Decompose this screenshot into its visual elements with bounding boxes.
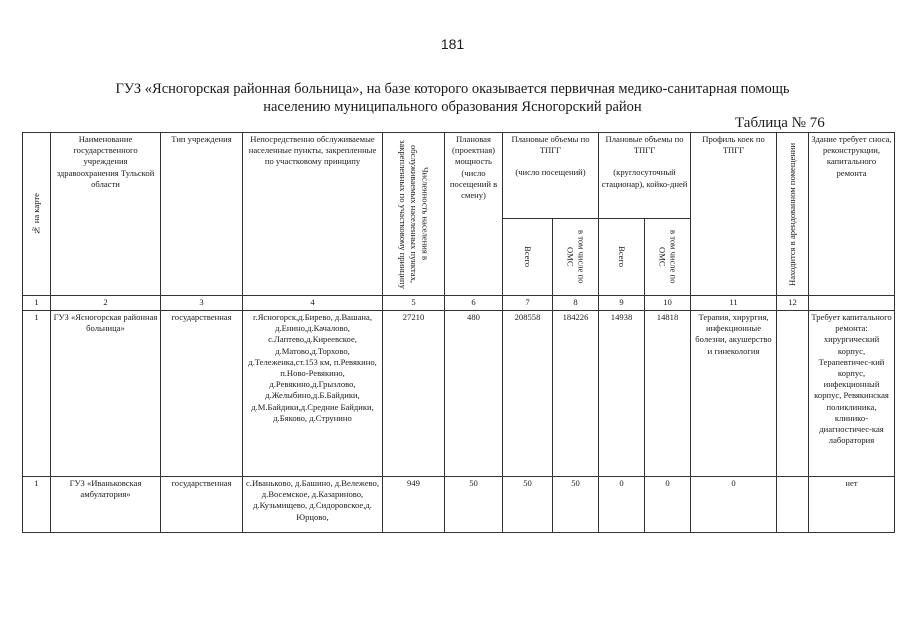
header-institution-type: Тип учреждения xyxy=(161,133,243,296)
column-number: 2 xyxy=(51,296,161,311)
row-beds-oms: 0 xyxy=(645,477,691,533)
column-number: 12 xyxy=(777,296,809,311)
column-number: 6 xyxy=(445,296,503,311)
row-repair: Требует капитального ремонта: хирургический корпус, Терапевтичес-кий корпус, инфекционный корпус, Ревякинская поликлиника, клинико-диагностичес-кая лаборатория xyxy=(809,311,895,477)
header-visits-oms: в том числе по ОМС xyxy=(553,218,599,295)
header-visits-total: Всего xyxy=(503,218,553,295)
row-map-number: 1 xyxy=(23,311,51,477)
row-rented xyxy=(777,311,809,477)
column-number: 1 xyxy=(23,296,51,311)
column-number: 7 xyxy=(503,296,553,311)
row-bed-profile: 0 xyxy=(691,477,777,533)
header-beds-oms: в том числе по ОМС xyxy=(645,218,691,295)
header-visits-group: Плановые объемы по ТПГГ (число посещений) xyxy=(503,133,599,219)
column-number: 10 xyxy=(645,296,691,311)
row-beds-total: 0 xyxy=(599,477,645,533)
column-number: 5 xyxy=(383,296,445,311)
column-number: 8 xyxy=(553,296,599,311)
row-visits-total: 208558 xyxy=(503,311,553,477)
title-line-2: населению муниципального образования Ясногорский район xyxy=(263,99,642,115)
header-population: Численность населения в обслуживаемых населенных пунктах, закрепленных по участковому принципу xyxy=(383,133,445,296)
row-settlements: с.Иваньково, д.Башино, д.Вележево, д.Восемское, д.Казариново, д.Кузьмищево, д.Сидоровское,д. Юрцово, xyxy=(243,477,383,533)
row-visits-oms: 50 xyxy=(553,477,599,533)
header-row-1 xyxy=(23,133,895,219)
row-institution-name: ГУЗ «Ясногорская районная больница» xyxy=(51,311,161,477)
column-number-row xyxy=(23,296,895,311)
header-capacity: Плановая (проектная) мощность (число посещений в смену) xyxy=(445,133,503,296)
column-number xyxy=(809,296,895,311)
row-rented xyxy=(777,477,809,533)
page-number: 181 xyxy=(440,36,465,52)
row-population: 949 xyxy=(383,477,445,533)
row-population: 27210 xyxy=(383,311,445,477)
header-beds-total: Всего xyxy=(599,218,645,295)
column-number: 3 xyxy=(161,296,243,311)
header-map-number: № на карте xyxy=(23,133,51,296)
header-bed-profile: Профиль коек по ТПГГ xyxy=(691,133,777,296)
title-line-1: ГУЗ «Ясногорская районная больница», на базе которого оказывается первичная медико-санитарная помощь xyxy=(115,81,790,97)
row-institution-name: ГУЗ «Иваньковская амбулатория» xyxy=(51,477,161,533)
row-capacity: 50 xyxy=(445,477,503,533)
row-institution-type: государственная xyxy=(161,477,243,533)
document-title xyxy=(40,80,865,116)
column-number: 4 xyxy=(243,296,383,311)
row-capacity: 480 xyxy=(445,311,503,477)
header-beds-group: Плановые объемы по ТПГГ (круглосуточный стационар), койко-дней xyxy=(599,133,691,219)
row-map-number: 1 xyxy=(23,477,51,533)
table-label: Таблица № 76 xyxy=(735,115,825,131)
row-repair: нет xyxy=(809,477,895,533)
header-rented: Находится в арендованном помещении xyxy=(777,133,809,296)
header-repair: Здание требует сноса, реконструкции, капитального ремонта xyxy=(809,133,895,296)
row-visits-oms: 184226 xyxy=(553,311,599,477)
row-beds-total: 14938 xyxy=(599,311,645,477)
row-beds-oms: 14818 xyxy=(645,311,691,477)
header-institution-name: Наименование государственного учреждения здравоохранения Тульской области xyxy=(51,133,161,296)
hospital-table xyxy=(22,132,895,533)
table-row xyxy=(23,311,895,477)
column-number: 9 xyxy=(599,296,645,311)
header-settlements: Непосредственно обслуживаемые населенные пункты, закрепленные по участковому принципу xyxy=(243,133,383,296)
row-institution-type: государственная xyxy=(161,311,243,477)
column-number: 11 xyxy=(691,296,777,311)
table-row xyxy=(23,477,895,533)
row-bed-profile: Терапия, хирургия, инфекционные болезни, акушерство и гинекология xyxy=(691,311,777,477)
row-visits-total: 50 xyxy=(503,477,553,533)
row-settlements: г.Ясногорск,д.Бирево, д.Вашана, д.Енино,д.Качалово, с.Лаптево,д.Киреевское, д.Матово,д.Торхово, д.Тележенка,ст.153 км, п.Ревякино, п.Ново-Ревякино, д.Ревякино,д.Грызлово, д.Желыбино,д.Б.Байдики, д.М.Байдики,д.Средние Байдики, д.Бяково, д.Струнино xyxy=(243,311,383,477)
